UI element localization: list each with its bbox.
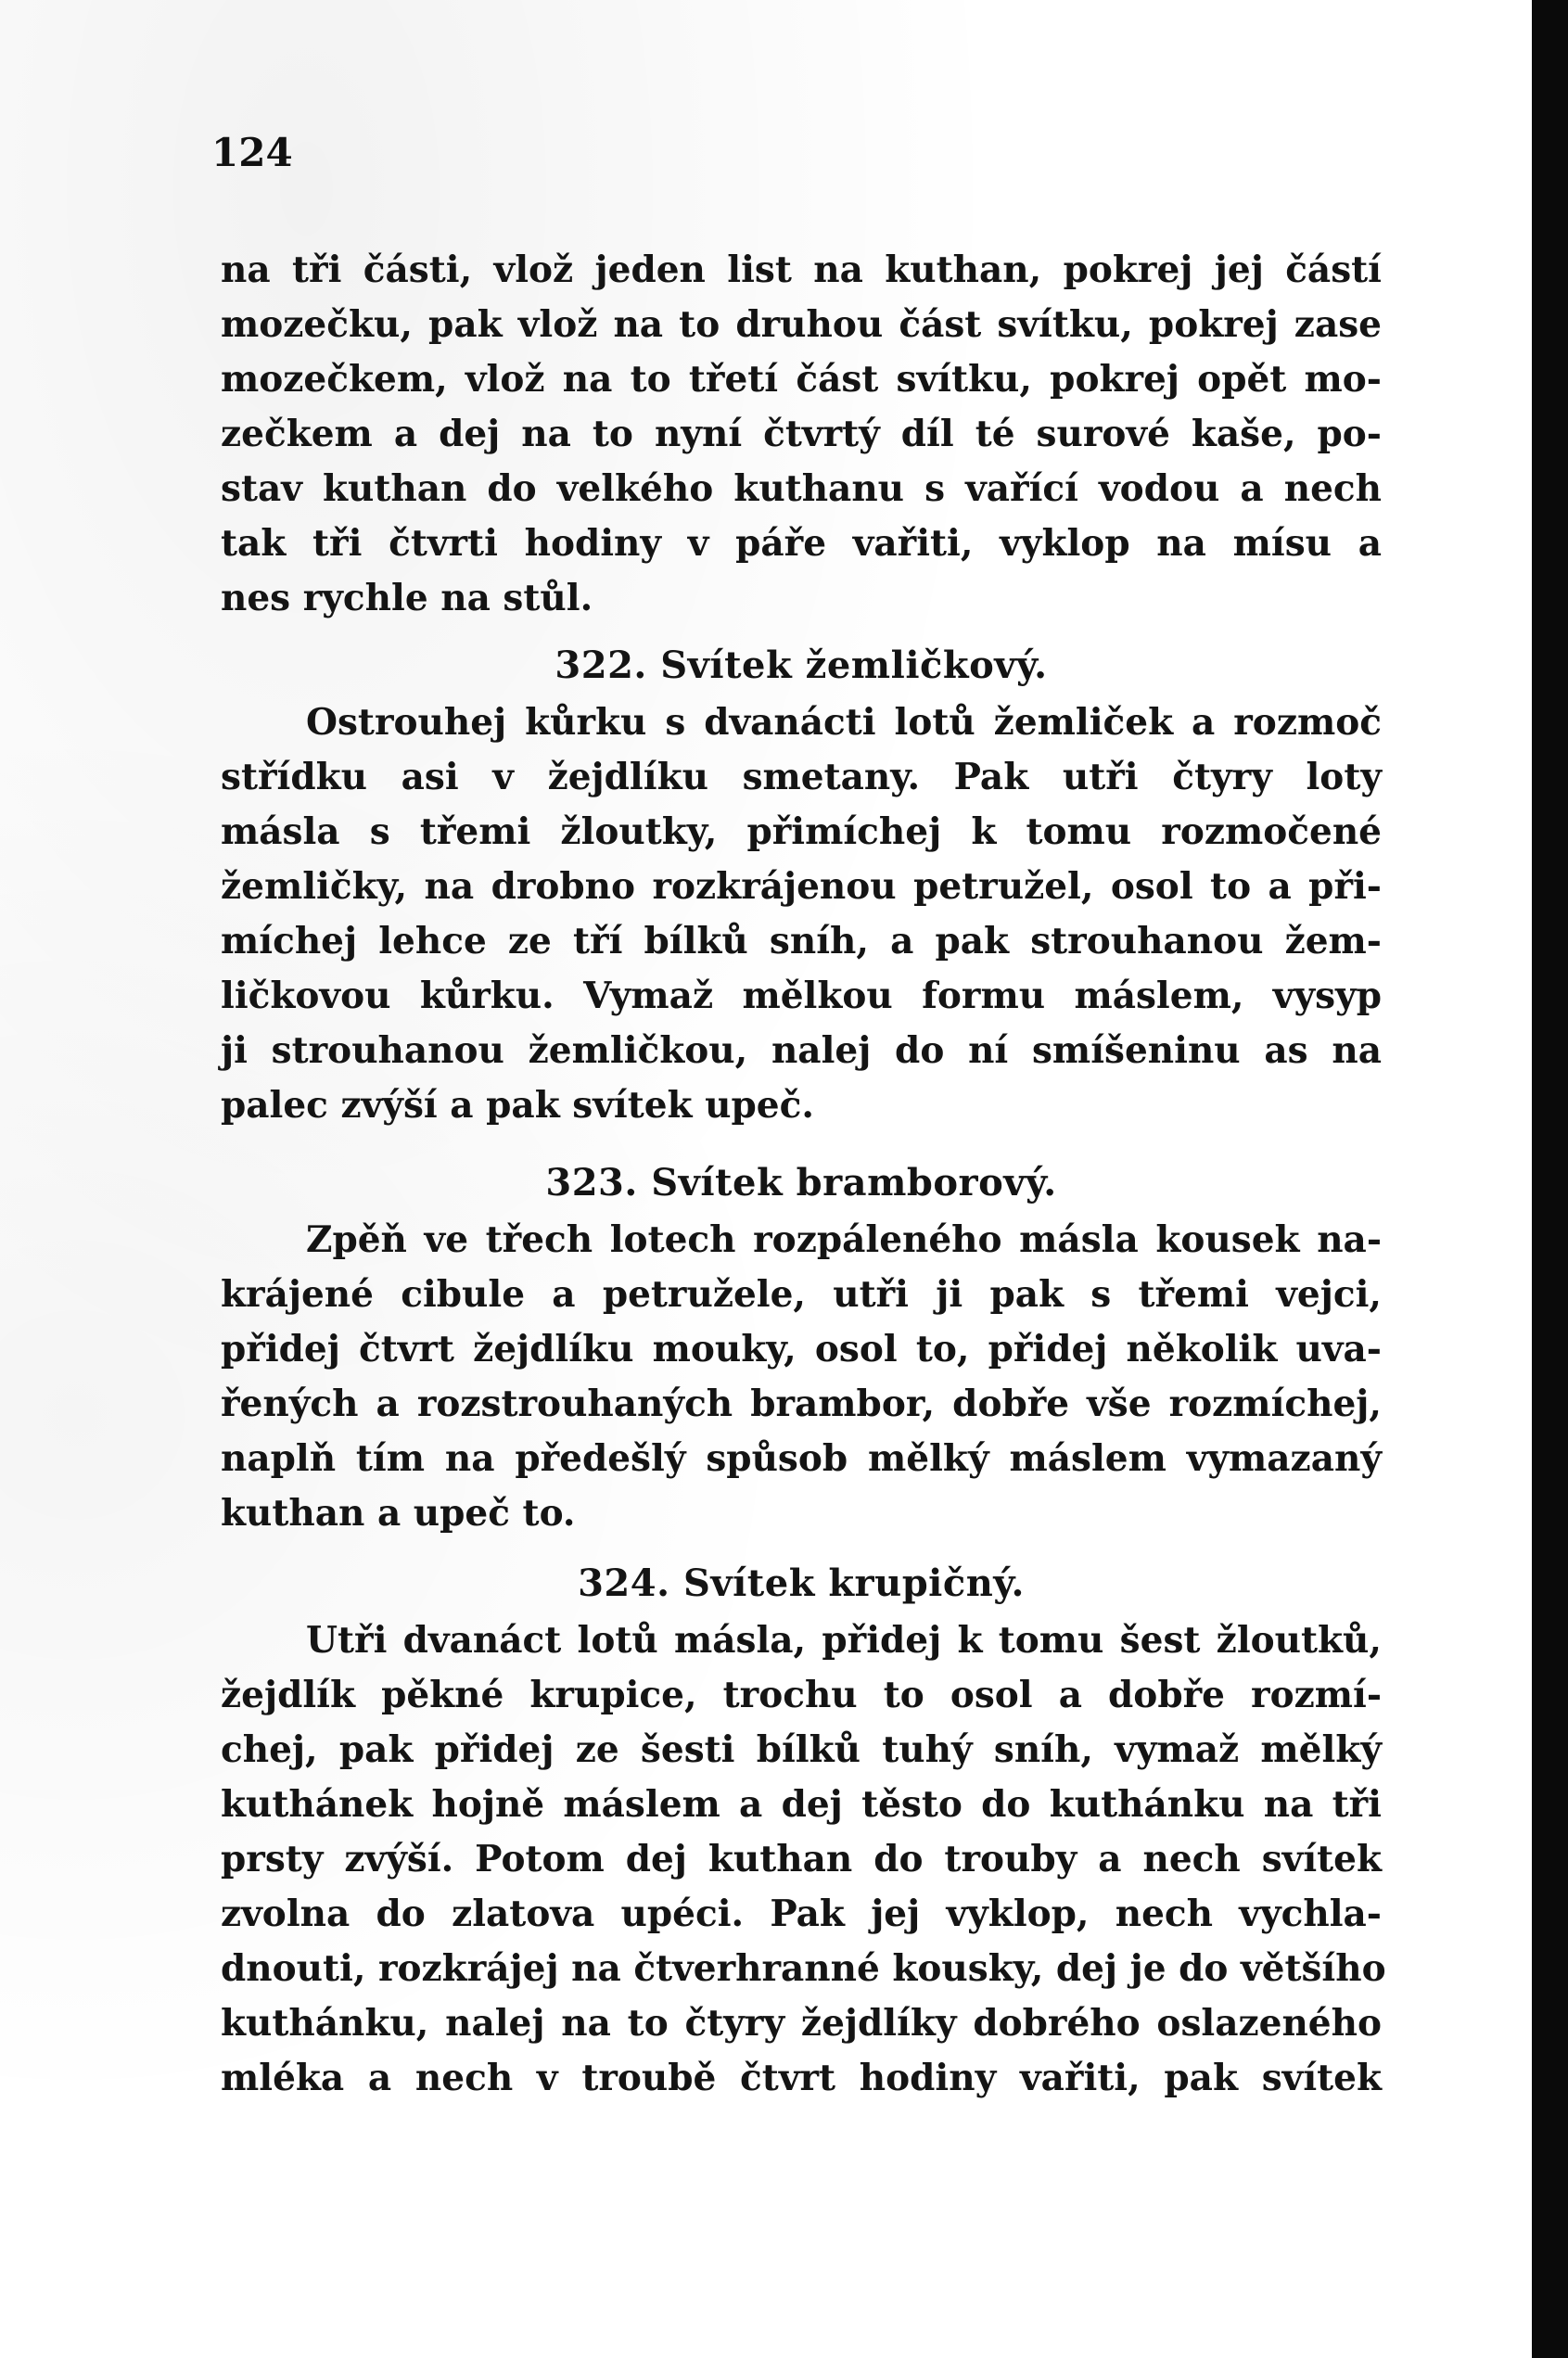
text-line: mozečkem, vlož na to třetí část svítku, pokrej opět mo- bbox=[221, 358, 1382, 401]
text-line: tak tři čtvrti hodiny v páře vařiti, vyklop na mísu a bbox=[221, 522, 1382, 565]
text-line: zvolna do zlatova upéci. Pak jej vyklop, nech vychla- bbox=[221, 1893, 1382, 1935]
page-number: 124 bbox=[211, 130, 293, 175]
text-line: Zpěň ve třech lotech rozpáleného másla kousek na- bbox=[306, 1218, 1382, 1261]
text-line: másla s třemi žloutky, přimíchej k tomu rozmočené bbox=[221, 810, 1382, 853]
text-line: přidej čtvrt žejdlíku mouky, osol to, přidej několik uva- bbox=[221, 1328, 1382, 1370]
text-line: zečkem a dej na to nyní čtvrtý díl té surové kaše, po- bbox=[221, 413, 1382, 455]
text-line: naplň tím na předešlý spůsob mělký máslem vymazaný bbox=[221, 1437, 1382, 1480]
text-line: krájené cibule a petružele, utři ji pak s třemi vejci, bbox=[221, 1273, 1382, 1316]
recipe-322 bbox=[221, 636, 1382, 1133]
text-line: prsty zvýší. Potom dej kuthan do trouby a nech svítek bbox=[221, 1838, 1382, 1880]
text-line: Ostrouhej kůrku s dvanácti lotů žemliček a rozmoč bbox=[306, 701, 1382, 744]
text-line: ličkovou kůrku. Vymaž mělkou formu máslem, vysyp bbox=[221, 975, 1382, 1017]
recipe-323 bbox=[221, 1154, 1382, 1541]
text-line: stav kuthan do velkého kuthanu s vařící vodou a nech bbox=[221, 467, 1382, 510]
recipe-heading: 323. Svítek bramborový. bbox=[545, 1161, 1057, 1204]
recipe-324 bbox=[221, 1554, 1386, 2106]
text-line: dnouti, rozkrájej na čtverhranné kousky, dej je do většího bbox=[221, 1947, 1386, 1990]
text-line: chej, pak přidej ze šesti bílků tuhý sníh, vymaž mělký bbox=[221, 1728, 1382, 1771]
text-line: palec zvýší a pak svítek upeč. bbox=[221, 1084, 814, 1127]
intro-paragraph bbox=[221, 243, 1382, 626]
recipe-heading: 324. Svítek krupičný. bbox=[578, 1561, 1025, 1605]
text-line: Utři dvanáct lotů másla, přidej k tomu šest žloutků, bbox=[306, 1619, 1382, 1662]
text-line: kuthánek hojně máslem a dej těsto do kuthánku na tři bbox=[221, 1783, 1382, 1826]
text-line: žemličky, na drobno rozkrájenou petružel, osol to a při- bbox=[221, 865, 1382, 908]
text-line: míchej lehce ze tří bílků sníh, a pak strouhanou žem- bbox=[221, 920, 1382, 962]
text-line: kuthan a upeč to. bbox=[221, 1492, 576, 1535]
recipe-heading: 322. Svítek žemličkový. bbox=[555, 644, 1048, 687]
text-line: žejdlík pěkné krupice, trochu to osol a dobře rozmí- bbox=[221, 1674, 1382, 1716]
text-line: kuthánku, nalej na to čtyry žejdlíky dobrého oslazeného bbox=[221, 2002, 1382, 2045]
text-line: mozečku, pak vlož na to druhou část svítku, pokrej zase bbox=[221, 303, 1382, 346]
text-line: nes rychle na stůl. bbox=[221, 577, 593, 619]
text-line: ji strouhanou žemličkou, nalej do ní smíšeninu as na bbox=[221, 1029, 1382, 1072]
text-line: na tři části, vlož jeden list na kuthan, pokrej jej částí bbox=[221, 249, 1382, 291]
text-line: mléka a nech v troubě čtvrt hodiny vařiti, pak svítek bbox=[221, 2057, 1382, 2099]
text-line: střídku asi v žejdlíku smetany. Pak utři čtyry loty bbox=[221, 756, 1382, 798]
scan-border bbox=[1532, 0, 1568, 2358]
text-line: řených a rozstrouhaných brambor, dobře vše rozmíchej, bbox=[221, 1383, 1382, 1425]
